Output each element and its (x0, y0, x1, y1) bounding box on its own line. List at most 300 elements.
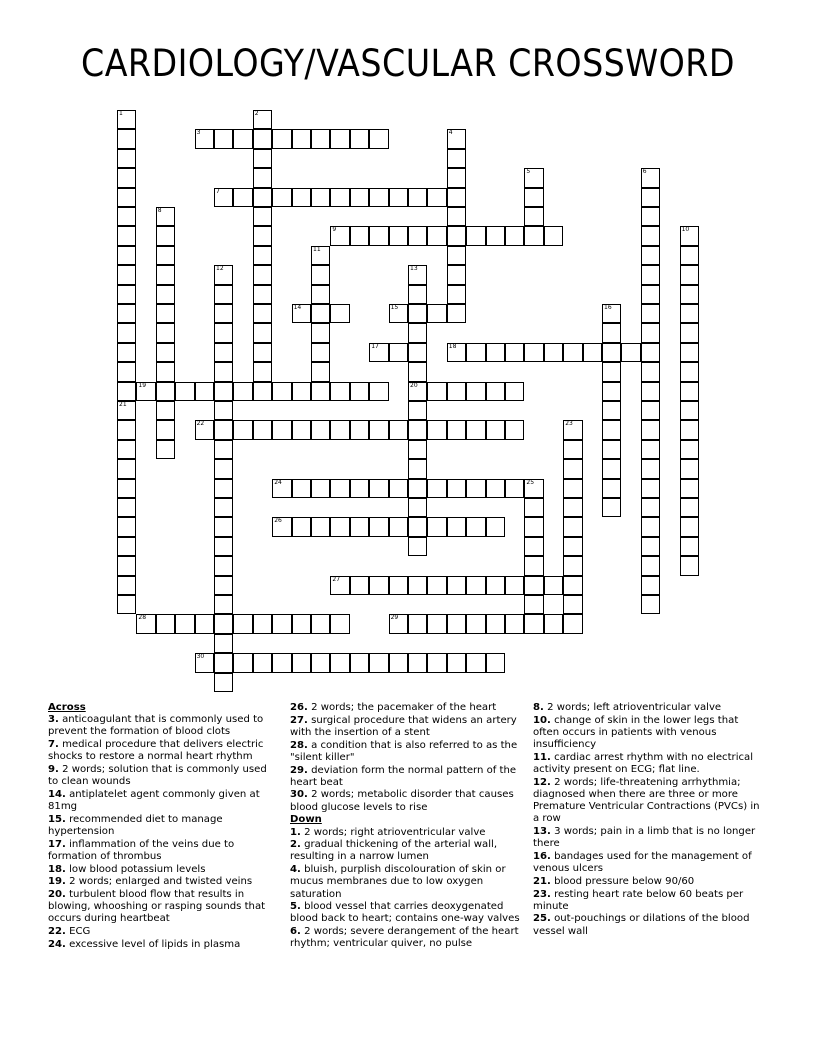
grid-cell[interactable] (253, 168, 272, 187)
grid-cell[interactable] (214, 265, 233, 284)
grid-cell[interactable] (369, 188, 388, 207)
grid-cell[interactable] (602, 479, 621, 498)
grid-cell[interactable] (253, 304, 272, 323)
grid-cell[interactable] (544, 226, 563, 245)
grid-cell[interactable] (214, 285, 233, 304)
grid-cell[interactable] (214, 614, 233, 633)
grid-cell[interactable] (427, 188, 446, 207)
grid-cell[interactable] (292, 382, 311, 401)
grid-cell[interactable] (466, 653, 485, 672)
grid-cell[interactable] (563, 614, 582, 633)
grid-cell[interactable] (369, 226, 388, 245)
grid-cell[interactable] (311, 188, 330, 207)
grid-cell[interactable] (524, 576, 543, 595)
grid-cell[interactable] (505, 479, 524, 498)
grid-cell[interactable] (369, 420, 388, 439)
grid-cell[interactable] (311, 517, 330, 536)
grid-cell[interactable] (330, 226, 349, 245)
grid-cell[interactable] (602, 459, 621, 478)
grid-cell[interactable] (680, 479, 699, 498)
grid-cell[interactable] (156, 382, 175, 401)
grid-cell[interactable] (447, 614, 466, 633)
grid-cell[interactable] (447, 226, 466, 245)
grid-cell[interactable] (156, 362, 175, 381)
grid-cell[interactable] (680, 362, 699, 381)
grid-cell[interactable] (505, 576, 524, 595)
grid-cell[interactable] (195, 382, 214, 401)
grid-cell[interactable] (350, 382, 369, 401)
grid-cell[interactable] (292, 517, 311, 536)
grid-cell[interactable] (680, 226, 699, 245)
grid-cell[interactable] (427, 517, 446, 536)
grid-cell[interactable] (117, 149, 136, 168)
grid-cell[interactable] (233, 129, 252, 148)
grid-cell[interactable] (272, 382, 291, 401)
grid-cell[interactable] (214, 556, 233, 575)
grid-cell[interactable] (602, 323, 621, 342)
grid-cell[interactable] (602, 401, 621, 420)
grid-cell[interactable] (447, 168, 466, 187)
grid-cell[interactable] (292, 188, 311, 207)
grid-cell[interactable] (427, 614, 446, 633)
grid-cell[interactable] (447, 265, 466, 284)
grid-cell[interactable] (389, 304, 408, 323)
grid-cell[interactable] (311, 265, 330, 284)
grid-cell[interactable] (680, 556, 699, 575)
grid-cell[interactable] (233, 614, 252, 633)
grid-cell[interactable] (602, 304, 621, 323)
grid-cell[interactable] (544, 614, 563, 633)
grid-cell[interactable] (641, 343, 660, 362)
grid-cell[interactable] (369, 129, 388, 148)
grid-cell[interactable] (272, 188, 291, 207)
grid-cell[interactable] (641, 537, 660, 556)
grid-cell[interactable] (117, 517, 136, 536)
grid-cell[interactable] (641, 498, 660, 517)
grid-cell[interactable] (117, 129, 136, 148)
grid-cell[interactable] (583, 343, 602, 362)
grid-cell[interactable] (408, 459, 427, 478)
grid-cell[interactable] (369, 479, 388, 498)
grid-cell[interactable] (466, 420, 485, 439)
grid-cell[interactable] (156, 207, 175, 226)
grid-cell[interactable] (680, 343, 699, 362)
grid-cell[interactable] (427, 420, 446, 439)
grid-cell[interactable] (330, 188, 349, 207)
grid-cell[interactable] (408, 440, 427, 459)
grid-cell[interactable] (311, 479, 330, 498)
grid-cell[interactable] (117, 362, 136, 381)
grid-cell[interactable] (156, 420, 175, 439)
grid-cell[interactable] (602, 498, 621, 517)
grid-cell[interactable] (253, 129, 272, 148)
grid-cell[interactable] (389, 343, 408, 362)
grid-cell[interactable] (156, 246, 175, 265)
grid-cell[interactable] (447, 517, 466, 536)
grid-cell[interactable] (680, 517, 699, 536)
grid-cell[interactable] (272, 517, 291, 536)
grid-cell[interactable] (253, 188, 272, 207)
grid-cell[interactable] (447, 304, 466, 323)
grid-cell[interactable] (524, 595, 543, 614)
grid-cell[interactable] (117, 595, 136, 614)
grid-cell[interactable] (292, 479, 311, 498)
grid-cell[interactable] (292, 304, 311, 323)
grid-cell[interactable] (311, 362, 330, 381)
grid-cell[interactable] (408, 382, 427, 401)
grid-cell[interactable] (350, 479, 369, 498)
grid-cell[interactable] (466, 517, 485, 536)
grid-cell[interactable] (447, 149, 466, 168)
grid-cell[interactable] (214, 362, 233, 381)
grid-cell[interactable] (214, 517, 233, 536)
grid-cell[interactable] (680, 498, 699, 517)
grid-cell[interactable] (486, 226, 505, 245)
grid-cell[interactable] (486, 479, 505, 498)
grid-cell[interactable] (350, 188, 369, 207)
grid-cell[interactable] (117, 323, 136, 342)
grid-cell[interactable] (602, 420, 621, 439)
grid-cell[interactable] (680, 420, 699, 439)
grid-cell[interactable] (602, 362, 621, 381)
grid-cell[interactable] (389, 576, 408, 595)
grid-cell[interactable] (272, 614, 291, 633)
grid-cell[interactable] (505, 420, 524, 439)
grid-cell[interactable] (369, 343, 388, 362)
grid-cell[interactable] (466, 226, 485, 245)
grid-cell[interactable] (117, 304, 136, 323)
grid-cell[interactable] (466, 343, 485, 362)
grid-cell[interactable] (156, 614, 175, 633)
grid-cell[interactable] (486, 343, 505, 362)
grid-cell[interactable] (253, 653, 272, 672)
grid-cell[interactable] (233, 653, 252, 672)
grid-cell[interactable] (233, 188, 252, 207)
grid-cell[interactable] (563, 479, 582, 498)
grid-cell[interactable] (427, 226, 446, 245)
grid-cell[interactable] (330, 420, 349, 439)
grid-cell[interactable] (641, 479, 660, 498)
grid-cell[interactable] (641, 595, 660, 614)
grid-cell[interactable] (486, 653, 505, 672)
grid-cell[interactable] (408, 343, 427, 362)
grid-cell[interactable] (214, 420, 233, 439)
grid-cell[interactable] (563, 343, 582, 362)
grid-cell[interactable] (117, 576, 136, 595)
grid-cell[interactable] (408, 323, 427, 342)
grid-cell[interactable] (369, 576, 388, 595)
grid-cell[interactable] (156, 323, 175, 342)
grid-cell[interactable] (253, 420, 272, 439)
grid-cell[interactable] (350, 653, 369, 672)
grid-cell[interactable] (214, 576, 233, 595)
grid-cell[interactable] (408, 653, 427, 672)
grid-cell[interactable] (214, 653, 233, 672)
grid-cell[interactable] (641, 304, 660, 323)
grid-cell[interactable] (214, 634, 233, 653)
grid-cell[interactable] (214, 323, 233, 342)
grid-cell[interactable] (524, 498, 543, 517)
grid-cell[interactable] (447, 382, 466, 401)
grid-cell[interactable] (389, 226, 408, 245)
grid-cell[interactable] (369, 382, 388, 401)
grid-cell[interactable] (544, 343, 563, 362)
grid-cell[interactable] (311, 323, 330, 342)
grid-cell[interactable] (369, 653, 388, 672)
grid-cell[interactable] (156, 285, 175, 304)
grid-cell[interactable] (253, 285, 272, 304)
grid-cell[interactable] (447, 653, 466, 672)
grid-cell[interactable] (466, 576, 485, 595)
grid-cell[interactable] (641, 246, 660, 265)
grid-cell[interactable] (214, 595, 233, 614)
grid-cell[interactable] (524, 537, 543, 556)
grid-cell[interactable] (641, 168, 660, 187)
grid-cell[interactable] (602, 382, 621, 401)
grid-cell[interactable] (117, 479, 136, 498)
grid-cell[interactable] (117, 285, 136, 304)
grid-cell[interactable] (563, 498, 582, 517)
grid-cell[interactable] (292, 614, 311, 633)
grid-cell[interactable] (389, 188, 408, 207)
grid-cell[interactable] (175, 614, 194, 633)
grid-cell[interactable] (427, 382, 446, 401)
grid-cell[interactable] (175, 382, 194, 401)
grid-cell[interactable] (350, 517, 369, 536)
grid-cell[interactable] (408, 576, 427, 595)
grid-cell[interactable] (195, 129, 214, 148)
grid-cell[interactable] (524, 614, 543, 633)
grid-cell[interactable] (117, 459, 136, 478)
grid-cell[interactable] (621, 343, 640, 362)
grid-cell[interactable] (311, 343, 330, 362)
grid-cell[interactable] (311, 246, 330, 265)
grid-cell[interactable] (505, 226, 524, 245)
grid-cell[interactable] (680, 401, 699, 420)
grid-cell[interactable] (524, 188, 543, 207)
grid-cell[interactable] (214, 382, 233, 401)
grid-cell[interactable] (563, 459, 582, 478)
grid-cell[interactable] (330, 576, 349, 595)
grid-cell[interactable] (330, 382, 349, 401)
grid-cell[interactable] (214, 537, 233, 556)
grid-cell[interactable] (350, 226, 369, 245)
grid-cell[interactable] (389, 517, 408, 536)
grid-cell[interactable] (369, 517, 388, 536)
grid-cell[interactable] (524, 556, 543, 575)
grid-cell[interactable] (408, 265, 427, 284)
grid-cell[interactable] (680, 304, 699, 323)
grid-cell[interactable] (427, 653, 446, 672)
grid-cell[interactable] (389, 653, 408, 672)
grid-cell[interactable] (117, 246, 136, 265)
grid-cell[interactable] (253, 226, 272, 245)
grid-cell[interactable] (292, 129, 311, 148)
grid-cell[interactable] (195, 420, 214, 439)
grid-cell[interactable] (602, 343, 621, 362)
grid-cell[interactable] (214, 673, 233, 692)
grid-cell[interactable] (641, 207, 660, 226)
grid-cell[interactable] (272, 479, 291, 498)
grid-cell[interactable] (641, 401, 660, 420)
grid-cell[interactable] (544, 576, 563, 595)
grid-cell[interactable] (311, 420, 330, 439)
grid-cell[interactable] (117, 382, 136, 401)
grid-cell[interactable] (505, 382, 524, 401)
grid-cell[interactable] (117, 401, 136, 420)
grid-cell[interactable] (563, 517, 582, 536)
grid-cell[interactable] (641, 459, 660, 478)
grid-cell[interactable] (524, 168, 543, 187)
grid-cell[interactable] (427, 304, 446, 323)
grid-cell[interactable] (486, 382, 505, 401)
grid-cell[interactable] (214, 188, 233, 207)
grid-cell[interactable] (641, 285, 660, 304)
grid-cell[interactable] (641, 556, 660, 575)
grid-cell[interactable] (156, 343, 175, 362)
grid-cell[interactable] (272, 420, 291, 439)
grid-cell[interactable] (641, 188, 660, 207)
grid-cell[interactable] (253, 362, 272, 381)
grid-cell[interactable] (524, 479, 543, 498)
grid-cell[interactable] (389, 420, 408, 439)
grid-cell[interactable] (680, 246, 699, 265)
grid-cell[interactable] (466, 479, 485, 498)
grid-cell[interactable] (408, 226, 427, 245)
grid-cell[interactable] (292, 653, 311, 672)
grid-cell[interactable] (311, 285, 330, 304)
grid-cell[interactable] (505, 614, 524, 633)
grid-cell[interactable] (602, 440, 621, 459)
grid-cell[interactable] (214, 343, 233, 362)
grid-cell[interactable] (233, 420, 252, 439)
grid-cell[interactable] (486, 576, 505, 595)
grid-cell[interactable] (156, 265, 175, 284)
grid-cell[interactable] (486, 420, 505, 439)
grid-cell[interactable] (136, 382, 155, 401)
grid-cell[interactable] (408, 285, 427, 304)
grid-cell[interactable] (447, 576, 466, 595)
grid-cell[interactable] (524, 343, 543, 362)
grid-cell[interactable] (117, 420, 136, 439)
grid-cell[interactable] (641, 362, 660, 381)
grid-cell[interactable] (253, 207, 272, 226)
grid-cell[interactable] (680, 285, 699, 304)
grid-cell[interactable] (524, 517, 543, 536)
grid-cell[interactable] (311, 653, 330, 672)
grid-cell[interactable] (214, 498, 233, 517)
grid-cell[interactable] (680, 459, 699, 478)
grid-cell[interactable] (214, 459, 233, 478)
grid-cell[interactable] (117, 537, 136, 556)
grid-cell[interactable] (292, 420, 311, 439)
grid-cell[interactable] (272, 129, 291, 148)
grid-cell[interactable] (408, 537, 427, 556)
grid-cell[interactable] (486, 614, 505, 633)
grid-cell[interactable] (408, 498, 427, 517)
grid-cell[interactable] (195, 614, 214, 633)
grid-cell[interactable] (505, 343, 524, 362)
grid-cell[interactable] (641, 382, 660, 401)
grid-cell[interactable] (641, 420, 660, 439)
grid-cell[interactable] (447, 420, 466, 439)
grid-cell[interactable] (253, 614, 272, 633)
grid-cell[interactable] (214, 129, 233, 148)
grid-cell[interactable] (156, 226, 175, 245)
grid-cell[interactable] (311, 129, 330, 148)
grid-cell[interactable] (563, 556, 582, 575)
grid-cell[interactable] (427, 479, 446, 498)
grid-cell[interactable] (117, 110, 136, 129)
grid-cell[interactable] (408, 420, 427, 439)
grid-cell[interactable] (466, 614, 485, 633)
grid-cell[interactable] (563, 440, 582, 459)
grid-cell[interactable] (641, 440, 660, 459)
grid-cell[interactable] (311, 382, 330, 401)
grid-cell[interactable] (680, 382, 699, 401)
grid-cell[interactable] (563, 595, 582, 614)
grid-cell[interactable] (330, 517, 349, 536)
grid-cell[interactable] (641, 517, 660, 536)
grid-cell[interactable] (311, 614, 330, 633)
grid-cell[interactable] (447, 285, 466, 304)
grid-cell[interactable] (214, 304, 233, 323)
grid-cell[interactable] (524, 226, 543, 245)
grid-cell[interactable] (156, 304, 175, 323)
grid-cell[interactable] (330, 653, 349, 672)
grid-cell[interactable] (214, 440, 233, 459)
grid-cell[interactable] (447, 246, 466, 265)
grid-cell[interactable] (389, 479, 408, 498)
grid-cell[interactable] (214, 401, 233, 420)
grid-cell[interactable] (447, 343, 466, 362)
grid-cell[interactable] (641, 576, 660, 595)
grid-cell[interactable] (680, 440, 699, 459)
grid-cell[interactable] (156, 401, 175, 420)
grid-cell[interactable] (330, 614, 349, 633)
grid-cell[interactable] (253, 246, 272, 265)
grid-cell[interactable] (311, 304, 330, 323)
grid-cell[interactable] (641, 265, 660, 284)
grid-cell[interactable] (117, 556, 136, 575)
grid-cell[interactable] (253, 265, 272, 284)
grid-cell[interactable] (117, 188, 136, 207)
grid-cell[interactable] (117, 207, 136, 226)
grid-cell[interactable] (447, 129, 466, 148)
grid-cell[interactable] (486, 517, 505, 536)
grid-cell[interactable] (253, 323, 272, 342)
grid-cell[interactable] (466, 382, 485, 401)
grid-cell[interactable] (272, 653, 291, 672)
grid-cell[interactable] (330, 479, 349, 498)
grid-cell[interactable] (330, 129, 349, 148)
grid-cell[interactable] (117, 265, 136, 284)
grid-cell[interactable] (563, 420, 582, 439)
grid-cell[interactable] (408, 188, 427, 207)
grid-cell[interactable] (233, 382, 252, 401)
grid-cell[interactable] (680, 323, 699, 342)
grid-cell[interactable] (117, 168, 136, 187)
grid-cell[interactable] (408, 362, 427, 381)
grid-cell[interactable] (214, 479, 233, 498)
grid-cell[interactable] (563, 537, 582, 556)
grid-cell[interactable] (447, 479, 466, 498)
grid-cell[interactable] (641, 323, 660, 342)
grid-cell[interactable] (408, 401, 427, 420)
grid-cell[interactable] (253, 110, 272, 129)
grid-cell[interactable] (117, 226, 136, 245)
grid-cell[interactable] (117, 343, 136, 362)
